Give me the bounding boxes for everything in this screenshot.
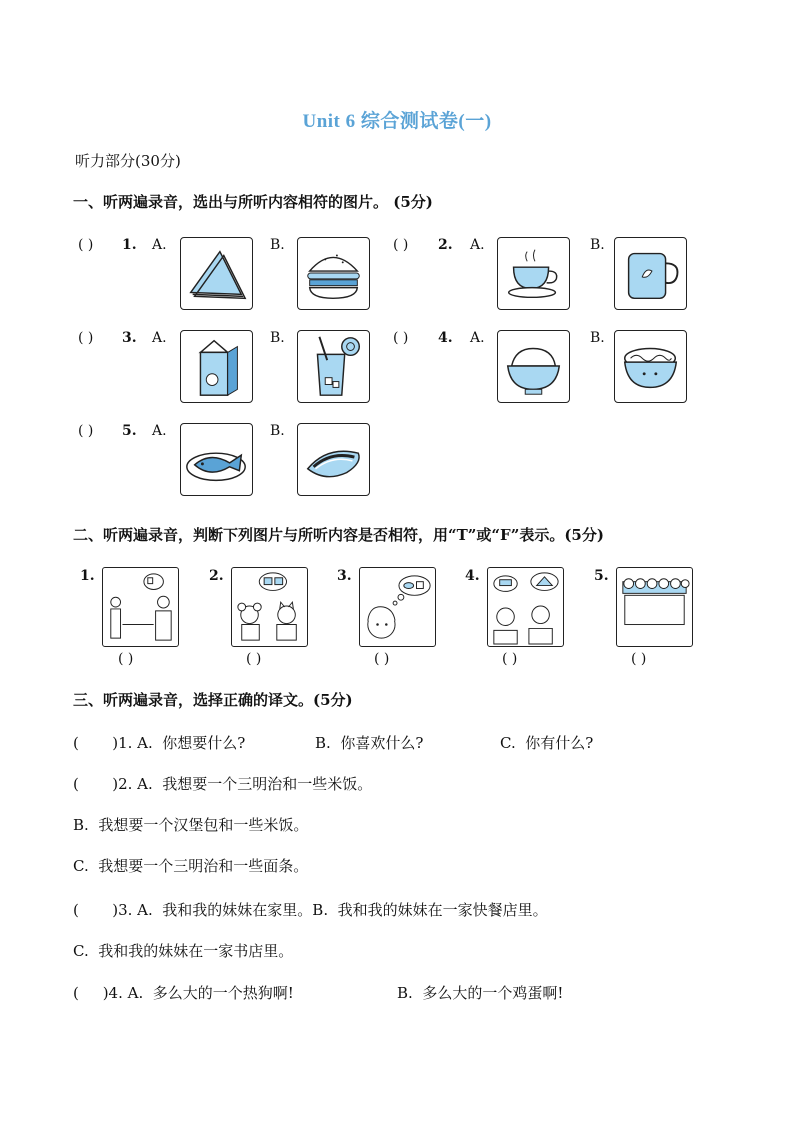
- answer-blank[interactable]: ( ): [393, 237, 409, 253]
- question-number: 1.: [80, 568, 95, 584]
- answer-blank[interactable]: ( ): [118, 651, 134, 667]
- question-line: [73, 732, 594, 753]
- answer-blank[interactable]: ( ): [78, 237, 94, 253]
- option-b-label: B.: [270, 330, 285, 346]
- fish-plate-icon[interactable]: [180, 423, 253, 496]
- question-text: ( )2. A. 我想要一个三明治和一些米饭。: [73, 775, 373, 793]
- question-text: ( )4. A. 多么大的一个热狗啊!: [73, 984, 294, 1002]
- question-line: [73, 982, 564, 1003]
- question-line: [73, 899, 548, 920]
- question-number: 1.: [122, 237, 137, 253]
- option-b-label: B.: [270, 237, 285, 253]
- option-b-text: B. 你喜欢什么?: [315, 734, 424, 752]
- option-a-label: A.: [470, 330, 485, 346]
- answer-blank[interactable]: ( ): [631, 651, 647, 667]
- option-b-text: B. 多么大的一个鸡蛋啊!: [397, 984, 564, 1002]
- restaurant-scene-icon: [102, 567, 179, 647]
- option-text: C. 我想要一个三明治和一些面条。: [73, 857, 309, 875]
- sandwich-icon[interactable]: [180, 237, 253, 310]
- mouse-cat-cake-icon: [231, 567, 308, 647]
- mug-icon[interactable]: [614, 237, 687, 310]
- teacup-icon[interactable]: [497, 237, 570, 310]
- option-b-label: B.: [590, 330, 605, 346]
- option-b-label: B.: [590, 237, 605, 253]
- option-a-label: A.: [152, 330, 167, 346]
- answer-blank[interactable]: ( ): [502, 651, 518, 667]
- section1-heading: 一、听两遍录音，选出与所听内容相符的图片。 (5分): [73, 193, 433, 211]
- listening-header: 听力部分(30分): [75, 152, 181, 170]
- option-text: C. 我和我的妹妹在一家书店里。: [73, 942, 294, 960]
- option-c-text: C. 你有什么?: [500, 734, 594, 752]
- section2-heading: 二、听两遍录音，判断下列图片与所听内容是否相符，用“T”或“F”表示。(5分): [73, 526, 604, 544]
- question-number: 2.: [438, 237, 453, 253]
- option-b-label: B.: [270, 423, 285, 439]
- cats-row-icon: [616, 567, 693, 647]
- question-number: 4.: [438, 330, 453, 346]
- rice-bowl-icon[interactable]: [497, 330, 570, 403]
- question-number: 3.: [337, 568, 352, 584]
- question-line: [73, 773, 372, 794]
- noodle-bowl-icon[interactable]: [614, 330, 687, 403]
- section3-heading: 三、听两遍录音，选择正确的译文。(5分): [73, 691, 353, 709]
- milk-carton-icon[interactable]: [180, 330, 253, 403]
- page-title: Unit 6 综合测试卷(一): [302, 111, 492, 132]
- question-number: 5.: [594, 568, 609, 584]
- question-number: 4.: [465, 568, 480, 584]
- question-number: 3.: [122, 330, 137, 346]
- option-a-label: A.: [470, 237, 485, 253]
- option-line: [73, 940, 293, 961]
- option-line: [73, 814, 308, 835]
- hamburger-icon[interactable]: [297, 237, 370, 310]
- option-line: [73, 855, 308, 876]
- answer-blank[interactable]: ( ): [393, 330, 409, 346]
- answer-blank[interactable]: ( ): [78, 423, 94, 439]
- option-a-label: A.: [152, 237, 167, 253]
- question-number: 5.: [122, 423, 137, 439]
- answer-blank[interactable]: ( ): [246, 651, 262, 667]
- boys-thinking-food-icon: [487, 567, 564, 647]
- question-text: ( )1. A. 你想要什么?: [73, 734, 246, 752]
- option-text: B. 我想要一个汉堡包和一些米饭。: [73, 816, 309, 834]
- option-a-label: A.: [152, 423, 167, 439]
- question-text: ( )3. A. 我和我的妹妹在家里。B. 我和我的妹妹在一家快餐店里。: [73, 901, 548, 919]
- question-number: 2.: [209, 568, 224, 584]
- hotdog-icon[interactable]: [297, 423, 370, 496]
- juice-glass-icon[interactable]: [297, 330, 370, 403]
- answer-blank[interactable]: ( ): [78, 330, 94, 346]
- answer-blank[interactable]: ( ): [374, 651, 390, 667]
- girl-thinking-food-icon: [359, 567, 436, 647]
